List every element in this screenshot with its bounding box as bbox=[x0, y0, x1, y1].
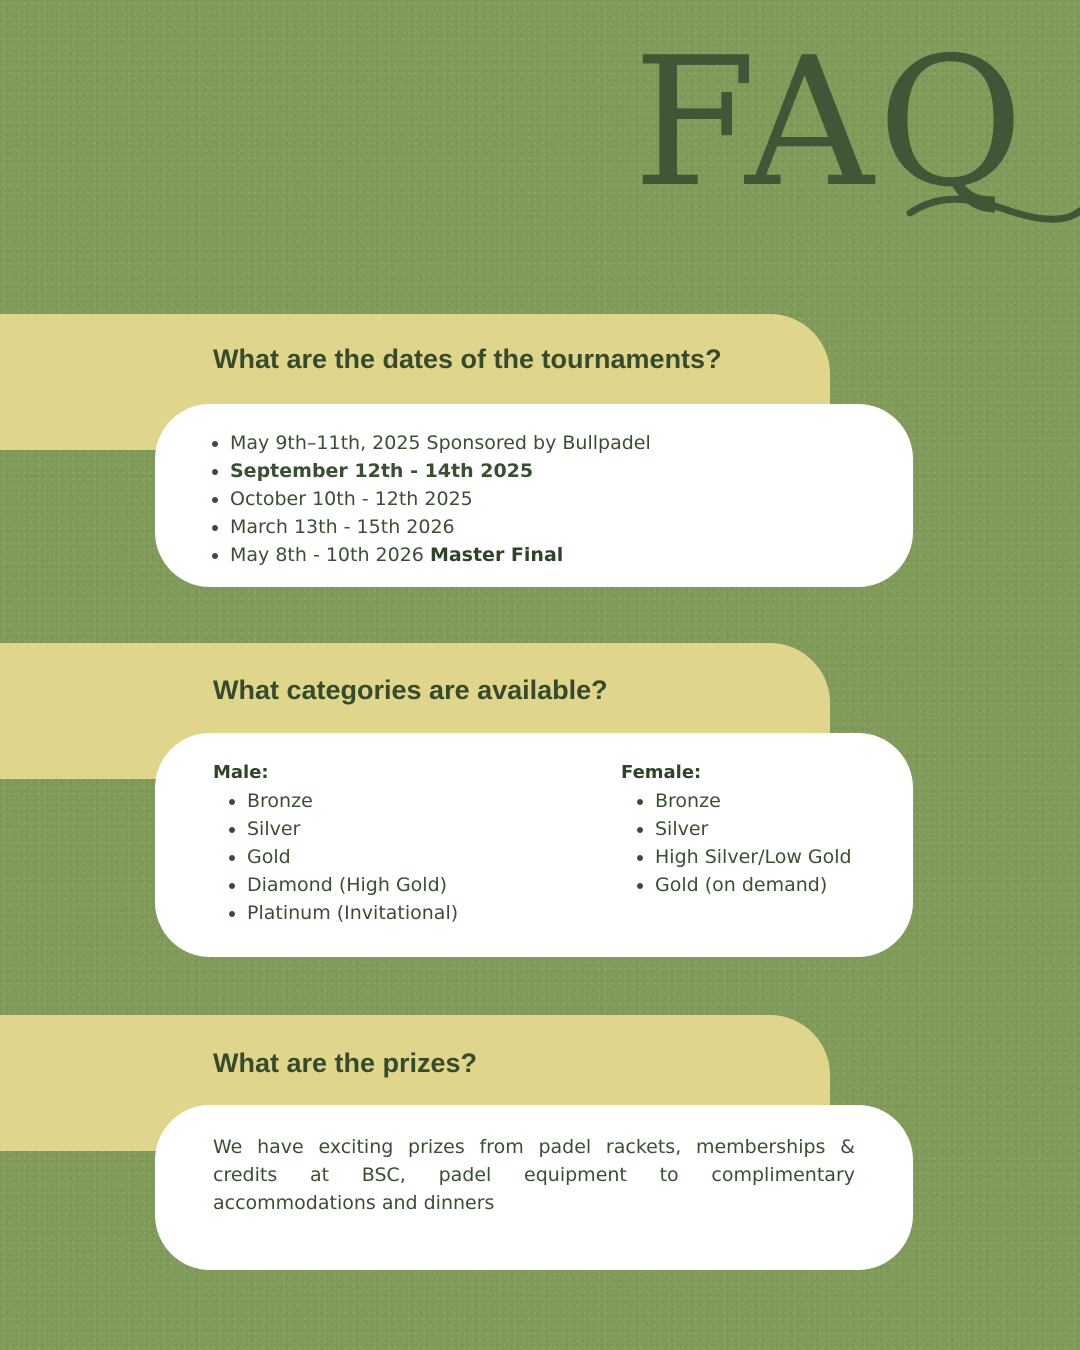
prizes-answer: We have exciting prizes from padel rackets, memberships & credits at BSC, padel equipment to complimentary accommodations and dinners bbox=[213, 1136, 855, 1214]
list-item: High Silver/Low Gold bbox=[655, 843, 852, 871]
list-item: May 8th - 10th 2026 Master Final bbox=[230, 541, 651, 569]
list-item: March 13th - 15th 2026 bbox=[230, 513, 651, 541]
list-item: Gold (on demand) bbox=[655, 871, 852, 899]
female-heading: Female: bbox=[621, 762, 702, 783]
list-item: September 12th - 14th 2025 bbox=[230, 457, 651, 485]
male-heading: Male: bbox=[213, 762, 269, 783]
title-flourish bbox=[900, 175, 1080, 235]
answer-card-dates bbox=[155, 404, 913, 587]
list-item: Bronze bbox=[247, 787, 458, 815]
question-categories: What categories are available? bbox=[213, 675, 608, 705]
female-column bbox=[621, 759, 852, 899]
question-prizes: What are the prizes? bbox=[213, 1048, 478, 1078]
page-title: FAQ bbox=[633, 19, 1028, 226]
male-list bbox=[247, 787, 458, 927]
list-item: Gold bbox=[247, 843, 458, 871]
answer-card-prizes bbox=[155, 1105, 913, 1270]
list-item: Platinum (Invitational) bbox=[247, 899, 458, 927]
list-item: Diamond (High Gold) bbox=[247, 871, 458, 899]
question-dates: What are the dates of the tournaments? bbox=[213, 344, 722, 374]
female-list bbox=[655, 787, 852, 899]
list-item: Silver bbox=[247, 815, 458, 843]
dates-list bbox=[230, 429, 651, 569]
male-column bbox=[213, 759, 458, 927]
list-item: Bronze bbox=[655, 787, 852, 815]
answer-card-categories bbox=[155, 733, 913, 957]
list-item: Silver bbox=[655, 815, 852, 843]
master-final-label: Master Final bbox=[429, 544, 564, 566]
list-item: October 10th - 12th 2025 bbox=[230, 485, 651, 513]
list-item: May 9th–11th, 2025 Sponsored by Bullpadel bbox=[230, 429, 651, 457]
